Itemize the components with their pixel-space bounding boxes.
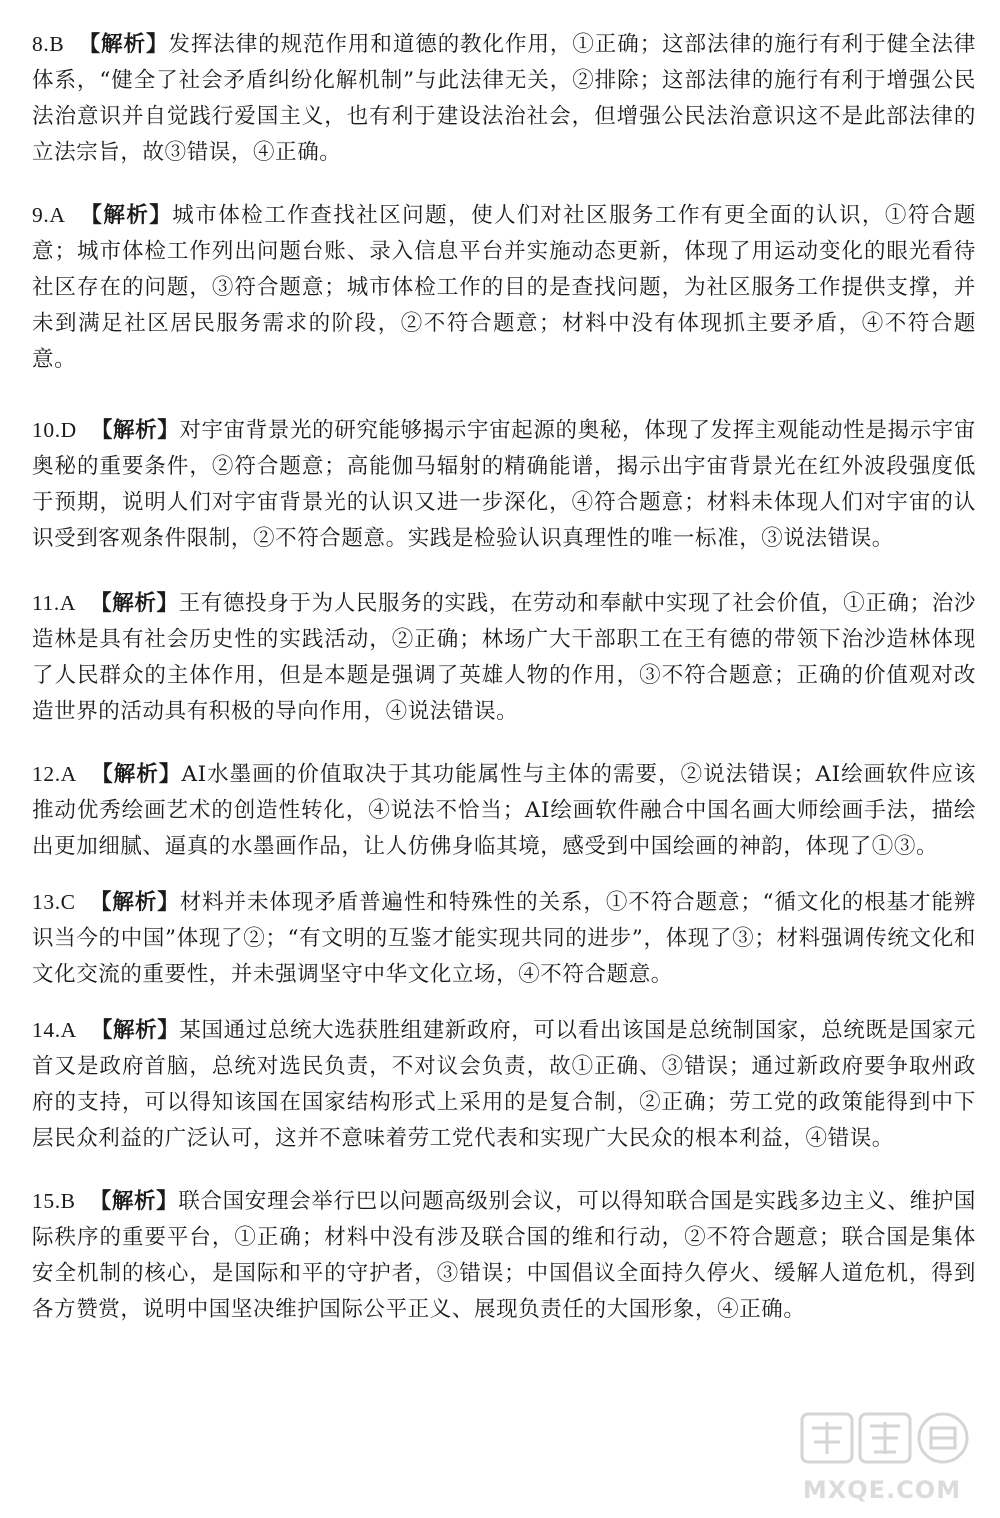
analysis-tag: 【解析】 [90, 418, 180, 443]
analysis-text: 发挥法律的规范作用和道德的教化作用，①正确；这部法律的施行有利于健全法律体系，“健全了社会矛盾纠纷化解机制”与此法律无关，②排除；这部法律的施行有利于增强公民法治意识并自觉践行爱国主义，也有利于建设法治社会，但增强公民法治意识这不是此部法律的立法宗旨，故③错误，④正确。 [32, 32, 976, 165]
answer-item-8 [32, 26, 976, 171]
answer-item-15 [32, 1183, 976, 1328]
answer-number: 15.B [32, 1189, 76, 1213]
answer-number: 8.B [32, 32, 65, 56]
analysis-tag: 【解析】 [90, 762, 182, 787]
analysis-text: 对宇宙背景光的研究能够揭示宇宙起源的奥秘，体现了发挥主观能动性是揭示宇宙奥秘的重要条件，②符合题意；高能伽马辐射的精确能谱，揭示出宇宙背景光在红外波段强度低于预期，说明人们对宇宙背景光的认识又进一步深化，④符合题意；材料未体现人们对宇宙的认识受到客观条件限制，②不符合题意。实践是检验认识真理性的唯一标准，③说法错误。 [32, 418, 976, 551]
answer-item-13 [32, 884, 976, 993]
analysis-tag: 【解析】 [89, 1189, 179, 1214]
analysis-tag: 【解析】 [78, 32, 169, 57]
answer-item-12 [32, 756, 976, 865]
answer-item-10 [32, 412, 976, 557]
watermark-logo-icon [800, 1408, 970, 1468]
answer-number: 10.D [32, 418, 77, 442]
analysis-text: 某国通过总统大选获胜组建新政府，可以看出该国是总统制国家，总统既是国家元首又是政府首脑，总统对选民负责，不对议会负责，故①正确、③错误；通过新政府要争取州政府的支持，可以得知该国在国家结构形式上采用的是复合制，②正确；劳工党的政策能得到中下层民众利益的广泛认可，这并不意味着劳工党代表和实现广大民众的根本利益，④错误。 [32, 1018, 976, 1151]
analysis-text: AI水墨画的价值取决于其功能属性与主体的需要，②说法错误；AI绘画软件应该推动优秀绘画艺术的创造性转化，④说法不恰当；AI绘画软件融合中国名画大师绘画手法，描绘出更加细腻、逼真的水墨画作品，让人仿佛身临其境，感受到中国绘画的神韵，体现了①③。 [32, 762, 977, 859]
analysis-tag: 【解析】 [89, 890, 180, 915]
analysis-text: 联合国安理会举行巴以问题高级别会议，可以得知联合国是实践多边主义、维护国际秩序的重要平台，①正确；材料中没有涉及联合国的维和行动，②不符合题意；联合国是集体安全机制的核心，是国际和平的守护者，③错误；中国倡议全面持久停火、缓解人道危机，得到各方赞赏，说明中国坚决维护国际公平正义、展现负责任的大国形象，④正确。 [32, 1189, 976, 1322]
analysis-tag: 【解析】 [90, 1018, 180, 1043]
analysis-text: 城市体检工作查找社区问题，使人们对社区服务工作有更全面的认识，①符合题意；城市体检工作列出问题台账、录入信息平台并实施动态更新，体现了用运动变化的眼光看待社区存在的问题，③符合题意；城市体检工作的目的是查找问题，为社区服务工作提供支撑，并未到满足社区居民服务需求的阶段，②不符合题意；材料中没有体现抓主要矛盾，④不符合题意。 [32, 203, 976, 372]
analysis-text: 材料并未体现矛盾普遍性和特殊性的关系，①不符合题意；“循文化的根基才能辨识当今的中国”体现了②；“有文明的互鉴才能实现共同的进步”，体现了③；材料强调传统文化和文化交流的重要性，并未强调坚守中华文化立场，④不符合题意。 [32, 890, 976, 987]
answer-item-11 [32, 585, 976, 730]
answer-item-14 [32, 1012, 976, 1157]
answer-number: 11.A [32, 591, 77, 615]
answer-number: 14.A [32, 1018, 77, 1042]
analysis-text: 王有德投身于为人民服务的实践，在劳动和奉献中实现了社会价值，①正确；治沙造林是具有社会历史性的实践活动，②正确；林场广大干部职工在王有德的带领下治沙造林体现了人民群众的主体作用，但是本题是强调了英雄人物的作用，③不符合题意；正确的价值观对改造世界的活动具有积极的导向作用，④说法错误。 [32, 591, 976, 724]
answer-number: 13.C [32, 890, 76, 914]
answer-number: 9.A [32, 203, 66, 227]
analysis-tag: 【解析】 [90, 591, 179, 616]
watermark-url: MXQE.COM [802, 1476, 962, 1504]
answer-number: 12.A [32, 762, 77, 786]
site-watermark [782, 1408, 982, 1504]
analysis-tag: 【解析】 [79, 203, 173, 228]
answer-item-9 [32, 197, 976, 378]
